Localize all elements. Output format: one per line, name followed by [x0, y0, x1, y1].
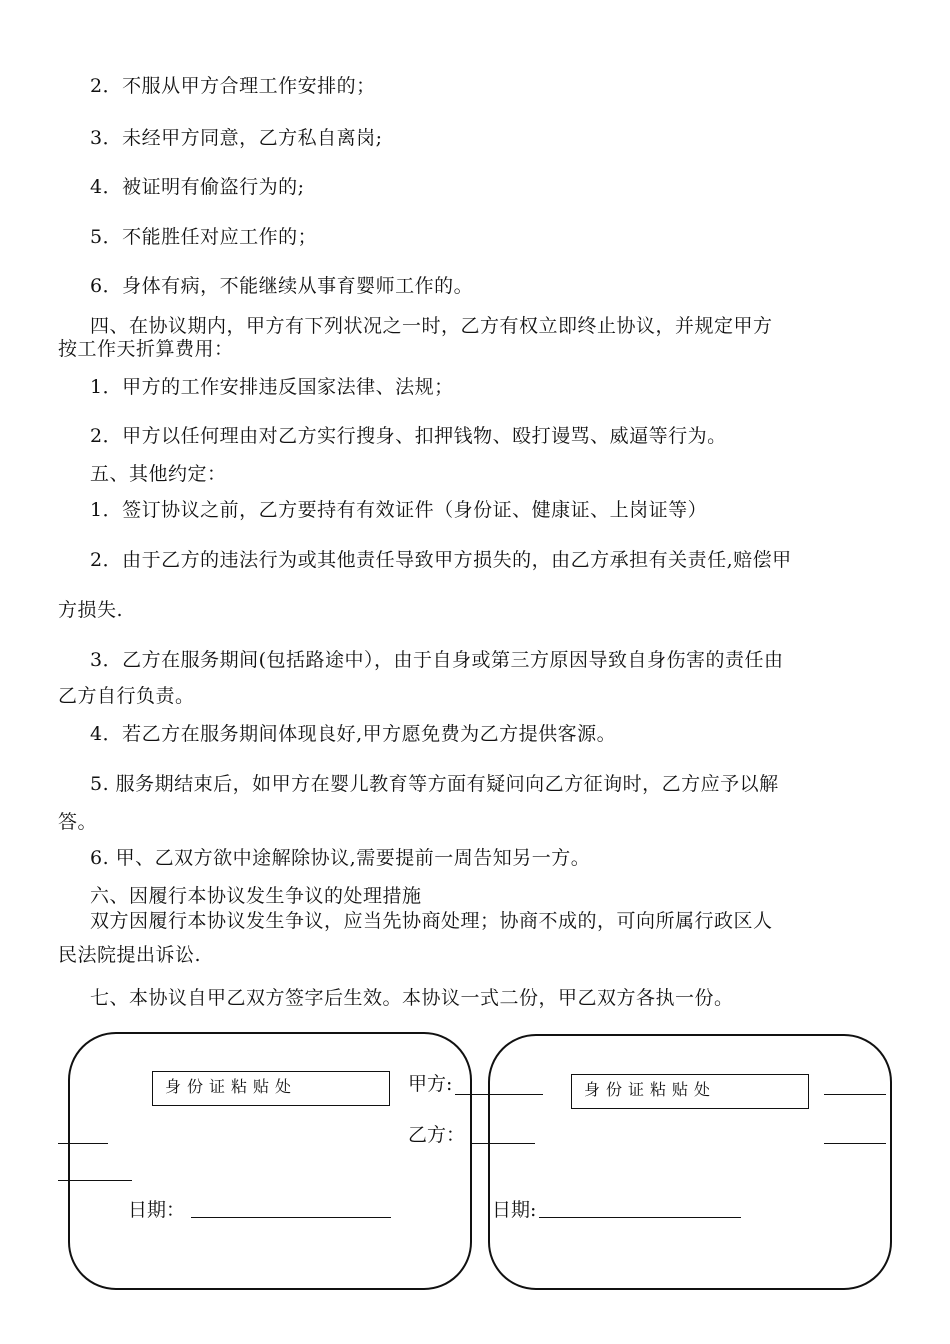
clause-3-item-3: 3．未经甲方同意，乙方私自离岗;	[90, 127, 383, 149]
section-6-text: 双方因履行本协议发生争议，应当先协商处理；协商不成的，可向所属行政区人	[90, 910, 773, 932]
right-date-line[interactable]	[539, 1217, 741, 1218]
right-id-card-frame	[488, 1034, 892, 1290]
section-6-heading: 六、因履行本协议发生争议的处理措施	[90, 885, 422, 907]
left-date-label: 日期：	[128, 1199, 186, 1221]
section-5-item-6: 6. 甲、乙双方欲中途解除协议,需要提前一周告知另一方。	[90, 847, 591, 869]
section-5-item-5: 5. 服务期结束后，如甲方在婴儿教育等方面有疑问向乙方征询时，乙方应予以解	[90, 773, 779, 795]
section-5-item-5-cont: 答。	[58, 811, 98, 833]
right-blank-line-2[interactable]	[824, 1143, 886, 1144]
section-4-heading: 四、在协议期内，甲方有下列状况之一时，乙方有权立即终止协议，并规定甲方	[90, 315, 773, 337]
clause-3-item-5: 5．不能胜任对应工作的；	[90, 226, 318, 248]
section-4-item-2: 2．甲方以任何理由对乙方实行搜身、扣押钱物、殴打谩骂、威逼等行为。	[90, 425, 727, 447]
party-b-sign-line[interactable]	[471, 1143, 535, 1144]
section-5-item-2: 2．由于乙方的违法行为或其他责任导致甲方损失的，由乙方承担有关责任,赔偿甲	[90, 549, 792, 571]
section-4-item-1: 1．甲方的工作安排违反国家法律、法规；	[90, 376, 454, 398]
right-id-paste-label: 身份证粘贴处	[571, 1074, 809, 1109]
section-5-heading: 五、其他约定：	[90, 463, 227, 485]
clause-3-item-4: 4．被证明有偷盗行为的;	[90, 176, 305, 198]
left-blank-line-1[interactable]	[58, 1143, 108, 1144]
party-b-label: 乙方：	[408, 1124, 466, 1146]
clause-3-item-2: 2．不服从甲方合理工作安排的；	[90, 75, 376, 97]
left-blank-line-2[interactable]	[58, 1180, 132, 1181]
clause-3-item-6: 6．身体有病，不能继续从事育婴师工作的。	[90, 275, 474, 297]
section-4-heading-cont: 按工作天折算费用：	[58, 338, 234, 360]
left-id-paste-label: 身份证粘贴处	[152, 1071, 390, 1106]
section-5-item-1: 1．签订协议之前，乙方要持有有效证件（身份证、健康证、上岗证等）	[90, 499, 708, 521]
section-5-item-3: 3．乙方在服务期间(包括路途中），由于自身或第三方原因导致自身伤害的责任由	[90, 649, 784, 671]
section-5-item-3-cont: 乙方自行负责。	[58, 685, 195, 707]
left-date-line[interactable]	[191, 1217, 391, 1218]
section-7-text: 七、本协议自甲乙双方签字后生效。本协议一式二份，甲乙双方各执一份。	[90, 987, 734, 1009]
section-5-item-2-cont: 方损失.	[58, 599, 124, 621]
right-date-label: 日期:	[492, 1199, 537, 1221]
right-blank-line-1[interactable]	[824, 1094, 886, 1095]
section-5-item-4: 4．若乙方在服务期间体现良好,甲方愿免费为乙方提供客源。	[90, 723, 617, 745]
party-a-label: 甲方:	[408, 1073, 453, 1095]
party-a-sign-line[interactable]	[455, 1094, 543, 1095]
section-6-text-cont: 民法院提出诉讼.	[58, 944, 202, 966]
